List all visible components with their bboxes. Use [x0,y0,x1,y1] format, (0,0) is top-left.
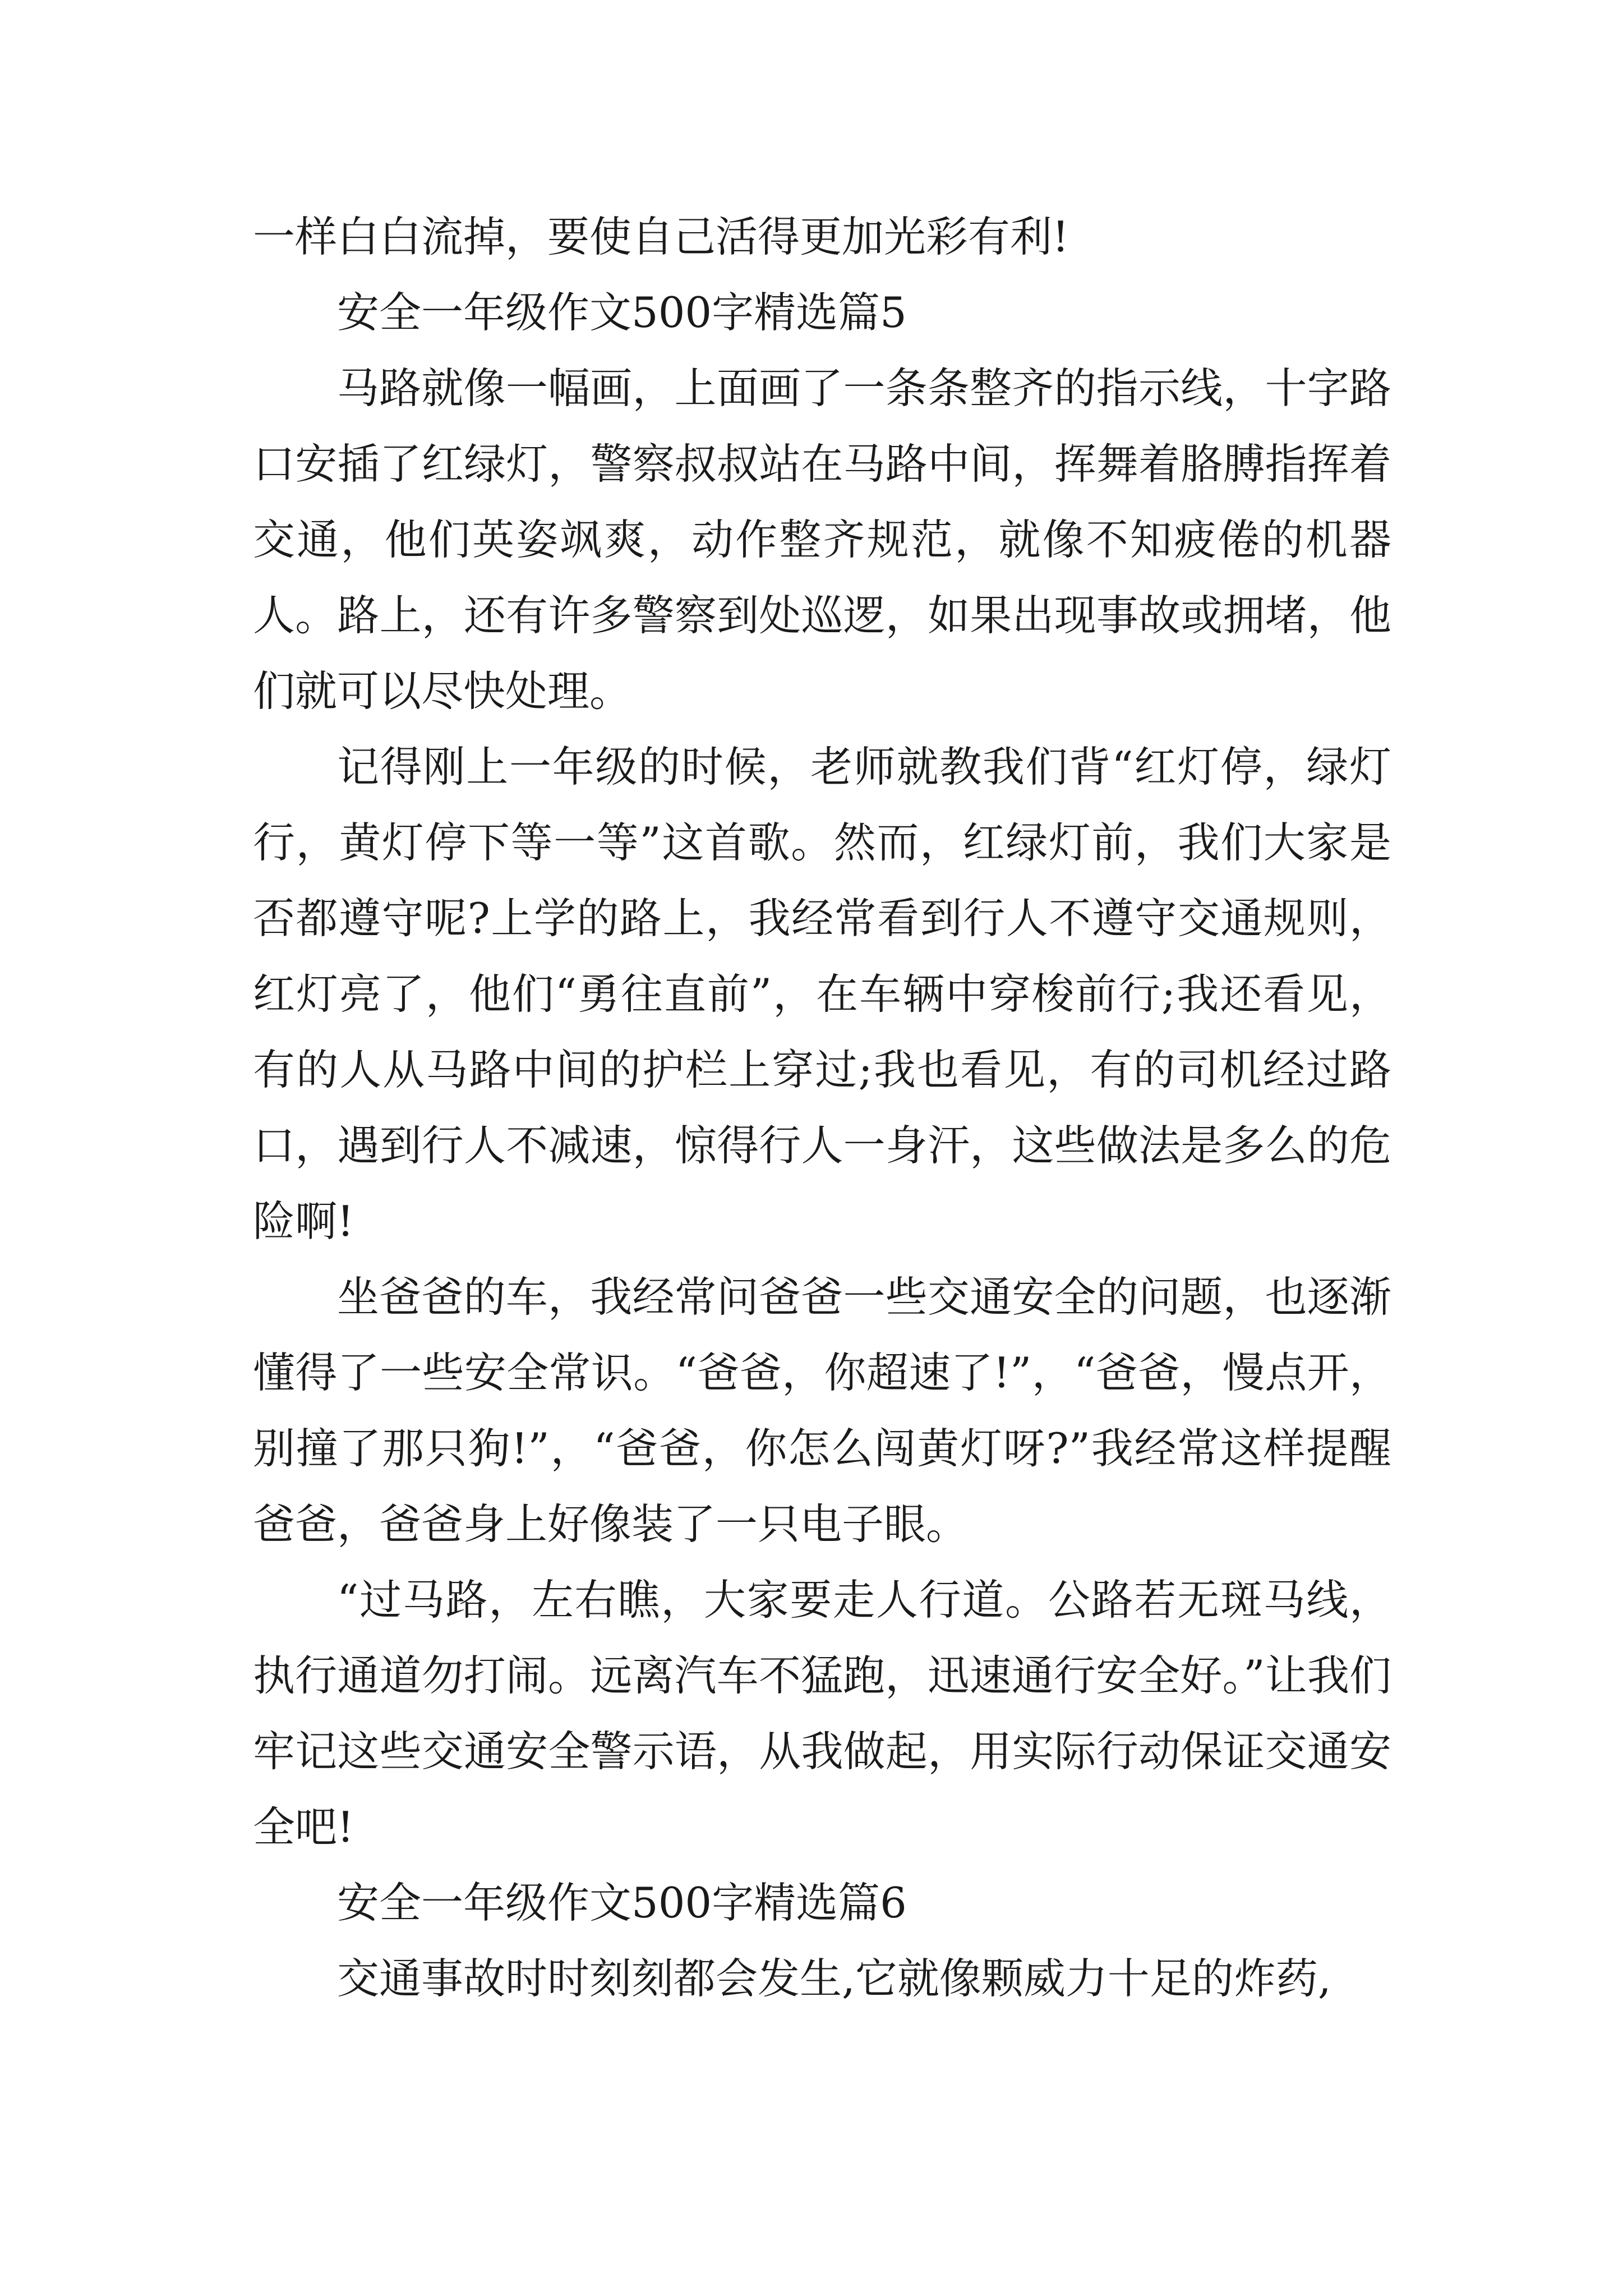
paragraph-safety-slogan: “过马路，左右瞧，大家要走人行道。公路若无斑马线，执行通道勿打闹。远离汽车不猛跑，迅速通行安全好。”让我们牢记这些交通安全警示语，从我做起，用实际行动保证交通安全吧! [253,1575,1391,1852]
document-body [253,199,1391,2017]
paragraph-accident-intro: 交通事故时时刻刻都会发生,它就像颗威力十足的炸药, [337,1954,1331,2003]
continued-paragraph: 一样白白流掉，要使自己活得更加光彩有利! [253,212,1069,261]
paragraph-traffic-light-song: 记得刚上一年级的时候，老师就教我们背“红灯停，绿灯行，黄灯停下等一等”这首歌。然而，红绿灯前，我们大家是否都遵守呢?上学的路上，我经常看到行人不遵守交通规则，红灯亮了，他们“勇往直前”，在车辆中穿梭前行;我还看见，有的人从马路中间的护栏上穿过;我也看见，有的司机经过路口，遇到行人不减速，惊得行人一身汗，这些做法是多么的危险啊! [253,742,1391,1246]
paragraph-road-picture: 马路就像一幅画，上面画了一条条整齐的指示线，十字路口安插了红绿灯，警察叔叔站在马路中间，挥舞着胳膊指挥着交通，他们英姿飒爽，动作整齐规范，就像不知疲倦的机器人。路上，还有许多警察到处巡逻，如果出现事故或拥堵，他们就可以尽快处理。 [253,364,1391,716]
paragraph-dad-car: 坐爸爸的车，我经常问爸爸一些交通安全的问题，也逐渐懂得了一些安全常识。“爸爸，你超速了!”，“爸爸，慢点开，别撞了那只狗!”，“爸爸，你怎么闯黄灯呀?”我经常这样提醒爸爸，爸爸身上好像装了一只电子眼。 [253,1272,1391,1549]
section-heading-5: 安全一年级作文500字精选篇5 [337,288,907,337]
section-heading-6: 安全一年级作文500字精选篇6 [337,1878,907,1927]
